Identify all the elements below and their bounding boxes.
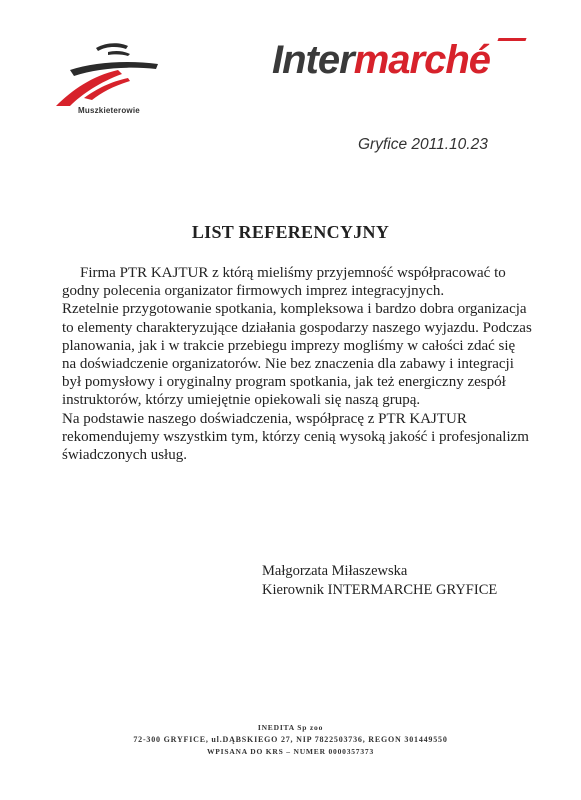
musketeers-emblem-icon [48, 36, 168, 106]
paragraph: Firma PTR KAJTUR z którą mieliśmy przyjemność współpracować to godny polecenia organizator firmowych imprez integracyjnych. [62, 265, 506, 300]
muszkieterowie-logo [48, 36, 168, 122]
footer-company: INEDITA Sp zoo [257, 723, 324, 732]
footer [0, 722, 581, 758]
letter-title: LIST REFERENCYJNY [191, 222, 390, 242]
letter-date: Gryfice 2011.10.23 [358, 136, 488, 153]
signature-block [262, 562, 497, 600]
logo-accent-mark [497, 38, 526, 41]
paragraph: Rzetelnie przygotowanie spotkania, kompleksowa i bardzo dobra organizacja to elementy charakteryzujące działania gospodarzy naszego wyjazdu. Podczas planowania, jak i w trakcie przebiegu imprezy mogliśmy w całości zdać się na doświadczenie organizatorów. Nie bez znaczenia dla zabawy i integracji był pomysłowy i oryginalny program spotkania, jak też energiczny zespół instruktorów, którzy umiejętnie opiekowali się naszą grupą. [62, 301, 532, 409]
logo-text-marche: marché [353, 38, 490, 82]
footer-address: 72-300 GRYFICE, ul.DĄBSKIEGO 27, NIP 7822503736, REGON 301449550 [133, 735, 448, 744]
letter-body [62, 264, 532, 464]
intermarche-logo [272, 32, 532, 88]
paragraph: Na podstawie naszego doświadczenia, współpracę z PTR KAJTUR rekomendujemy wszystkim tym, którzy cenią wysoką jakość i profesjonalizm świadczonych usług. [62, 410, 529, 464]
signature-name: Małgorzata Miłaszewska [262, 563, 408, 579]
footer-registry: WPISANA DO KRS – NUMER 0000357373 [206, 747, 375, 756]
signature-role: Kierownik INTERMARCHE GRYFICE [262, 582, 498, 598]
logo-text-inter: Inter [272, 38, 354, 82]
logo-caption: Muszkieterowie [78, 106, 140, 115]
